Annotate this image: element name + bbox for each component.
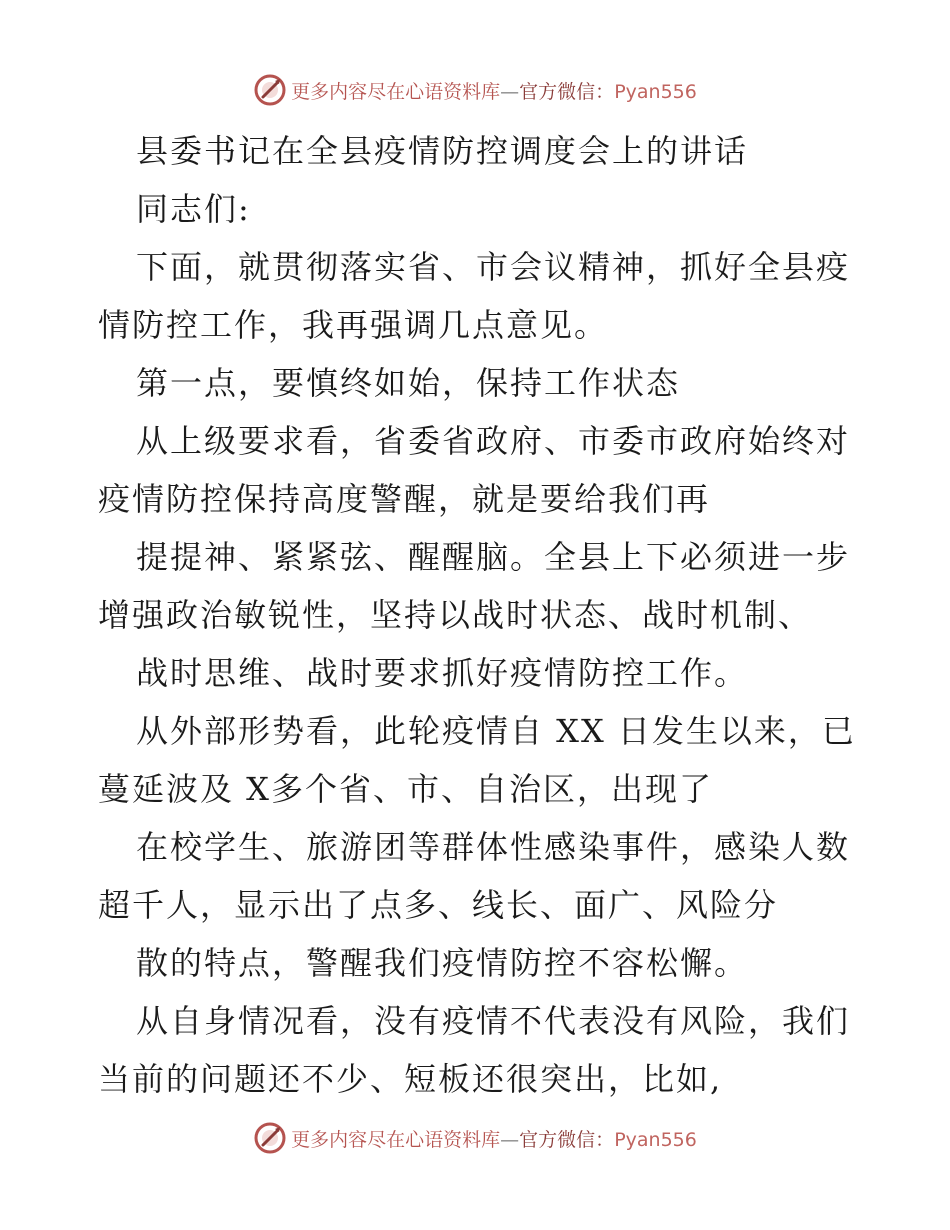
text-line: 情防控工作，我再强调几点意见。	[98, 306, 609, 344]
text-line: 蔓延波及 X多个省、市、自治区，出现了	[98, 770, 713, 808]
text-line: 下面，就贯彻落实省、市会议精神，抓好全县疫	[136, 248, 851, 286]
watermark-text: 更多内容尽在心语资料库—官方微信：Pyan556	[291, 80, 697, 103]
text-line: 第一点，要慎终如始，保持工作状态	[136, 364, 681, 402]
document-body	[98, 122, 858, 1108]
brand-logo-icon	[253, 73, 287, 107]
text-line: 提提神、紧紧弦、醒醒脑。全县上下必须进一步	[136, 538, 851, 576]
watermark-text: 更多内容尽在心语资料库—官方微信：Pyan556	[291, 1128, 697, 1151]
text-line: 增强政治敏锐性，坚持以战时状态、战时机制、	[98, 596, 813, 634]
text-line: 在校学生、旅游团等群体性感染事件，感染人数	[136, 828, 851, 866]
brand-logo-icon	[253, 1121, 287, 1155]
text-line: 散的特点，警醒我们疫情防控不容松懈。	[136, 944, 749, 982]
text-line: 从上级要求看，省委省政府、市委市政府始终对	[136, 422, 851, 460]
document-title: 县委书记在全县疫情防控调度会上的讲话	[136, 132, 749, 170]
text-line: 疫情防控保持高度警醒，就是要给我们再	[98, 480, 711, 518]
text-line: 同志们:	[136, 190, 251, 228]
text-line: 当前的问题还不少、短板还很突出，比如,	[98, 1060, 723, 1098]
footer-watermark-banner	[0, 1118, 950, 1158]
text-line: 超千人，显示出了点多、线长、面广、风险分	[98, 886, 779, 924]
header-watermark-banner	[0, 70, 950, 110]
text-line: 从外部形势看，此轮疫情自 XX 日发生以来，已	[136, 712, 856, 750]
text-line: 战时思维、战时要求抓好疫情防控工作。	[136, 654, 749, 692]
text-line: 从自身情况看，没有疫情不代表没有风险，我们	[136, 1002, 851, 1040]
